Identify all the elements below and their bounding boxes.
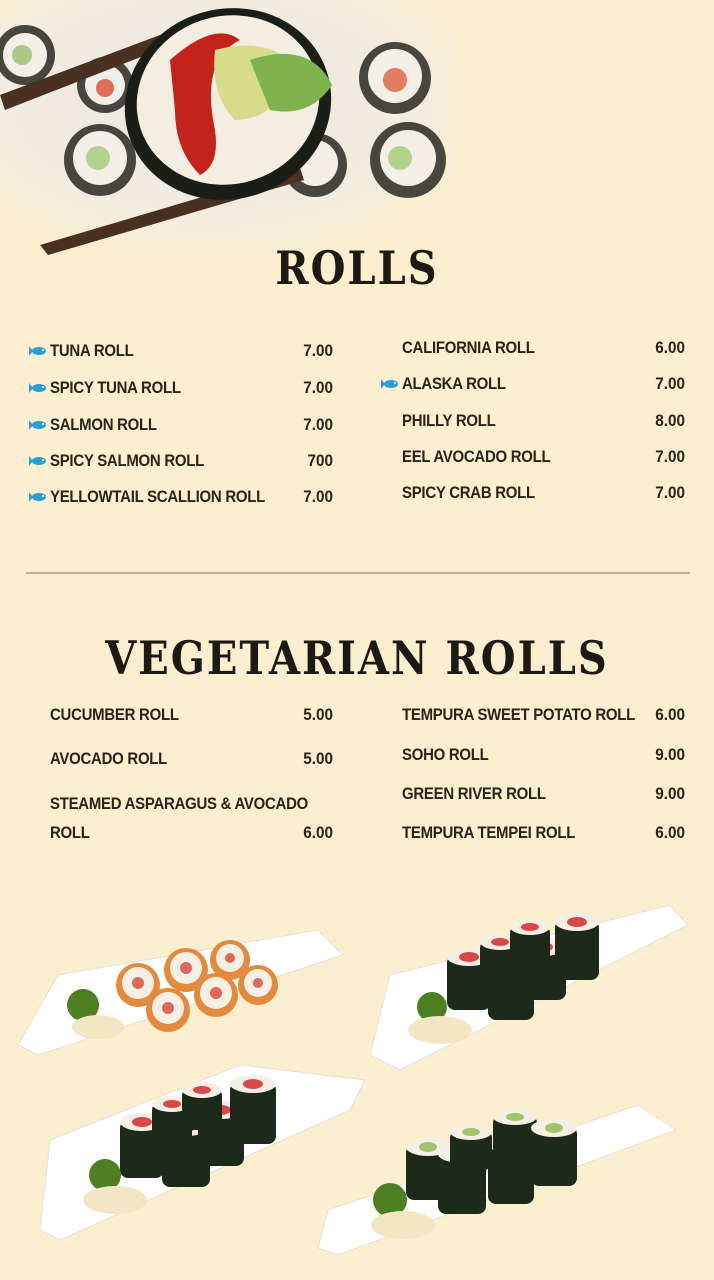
menu-item-price: 6.00	[303, 823, 333, 842]
sushi-plate-photo-california	[18, 915, 348, 1065]
menu-item-price: 7.00	[303, 341, 333, 360]
menu-item-price: 5.00	[303, 749, 333, 768]
menu-item-name: CALIFORNIA ROLL	[402, 338, 535, 357]
menu-item-price: 9.00	[655, 745, 685, 764]
menu-item-name: SPICY SALMON ROLL	[50, 451, 204, 470]
fish-icon	[29, 346, 47, 356]
hero-sushi-photo	[0, 0, 460, 255]
menu-item-name: SPICY CRAB ROLL	[402, 483, 535, 502]
menu-item-name: TEMPURA SWEET POTATO ROLL	[402, 705, 636, 724]
menu-item-price: 7.00	[303, 415, 333, 434]
menu-item-name: TEMPURA TEMPEI ROLL	[402, 823, 576, 842]
fish-icon	[29, 383, 47, 393]
menu-item-price: 9.00	[655, 784, 685, 803]
menu-item-name: ALASKA ROLL	[402, 374, 506, 393]
menu-item-name: SALMON ROLL	[50, 415, 157, 434]
menu-item-name: GREEN RIVER ROLL	[402, 784, 546, 803]
menu-item-name: AVOCADO ROLL	[50, 749, 168, 768]
menu-item-price: 6.00	[655, 823, 685, 842]
menu-item-name: YELLOWTAIL SCALLION ROLL	[50, 487, 266, 506]
menu-item-name: ROLL	[50, 823, 90, 842]
fish-icon	[381, 379, 399, 389]
vegetarian-section-title: VEGETARIAN ROLLS	[105, 631, 609, 686]
menu-item-name: SPICY TUNA ROLL	[50, 378, 181, 397]
menu-item-name: CUCUMBER ROLL	[50, 705, 179, 724]
menu-item-name: SOHO ROLL	[402, 745, 489, 764]
menu-item-name: PHILLY ROLL	[402, 411, 496, 430]
section-divider	[26, 572, 690, 574]
menu-item-name: TUNA ROLL	[50, 341, 134, 360]
menu-item-price: 6.00	[655, 705, 685, 724]
menu-item-price: 700	[307, 451, 333, 470]
menu-item-price: 8.00	[655, 411, 685, 430]
menu-item-price: 7.00	[303, 487, 333, 506]
menu-item-price: 5.00	[303, 705, 333, 724]
menu-item-price: 7.00	[655, 483, 685, 502]
fish-icon	[29, 420, 47, 430]
rolls-section-title: ROLLS	[275, 241, 439, 296]
sushi-plate-photo-tuna	[370, 895, 690, 1075]
menu-item-price: 7.00	[303, 378, 333, 397]
menu-item-price: 6.00	[655, 338, 685, 357]
menu-item-price: 7.00	[655, 374, 685, 393]
menu-item-name: STEAMED ASPARAGUS & AVOCADO	[50, 794, 309, 813]
sushi-plate-photo-cucumber	[318, 1100, 680, 1260]
menu-item-name: EEL AVOCADO ROLL	[402, 447, 551, 466]
fish-icon	[29, 492, 47, 502]
menu-item-price: 7.00	[655, 447, 685, 466]
fish-icon	[29, 456, 47, 466]
